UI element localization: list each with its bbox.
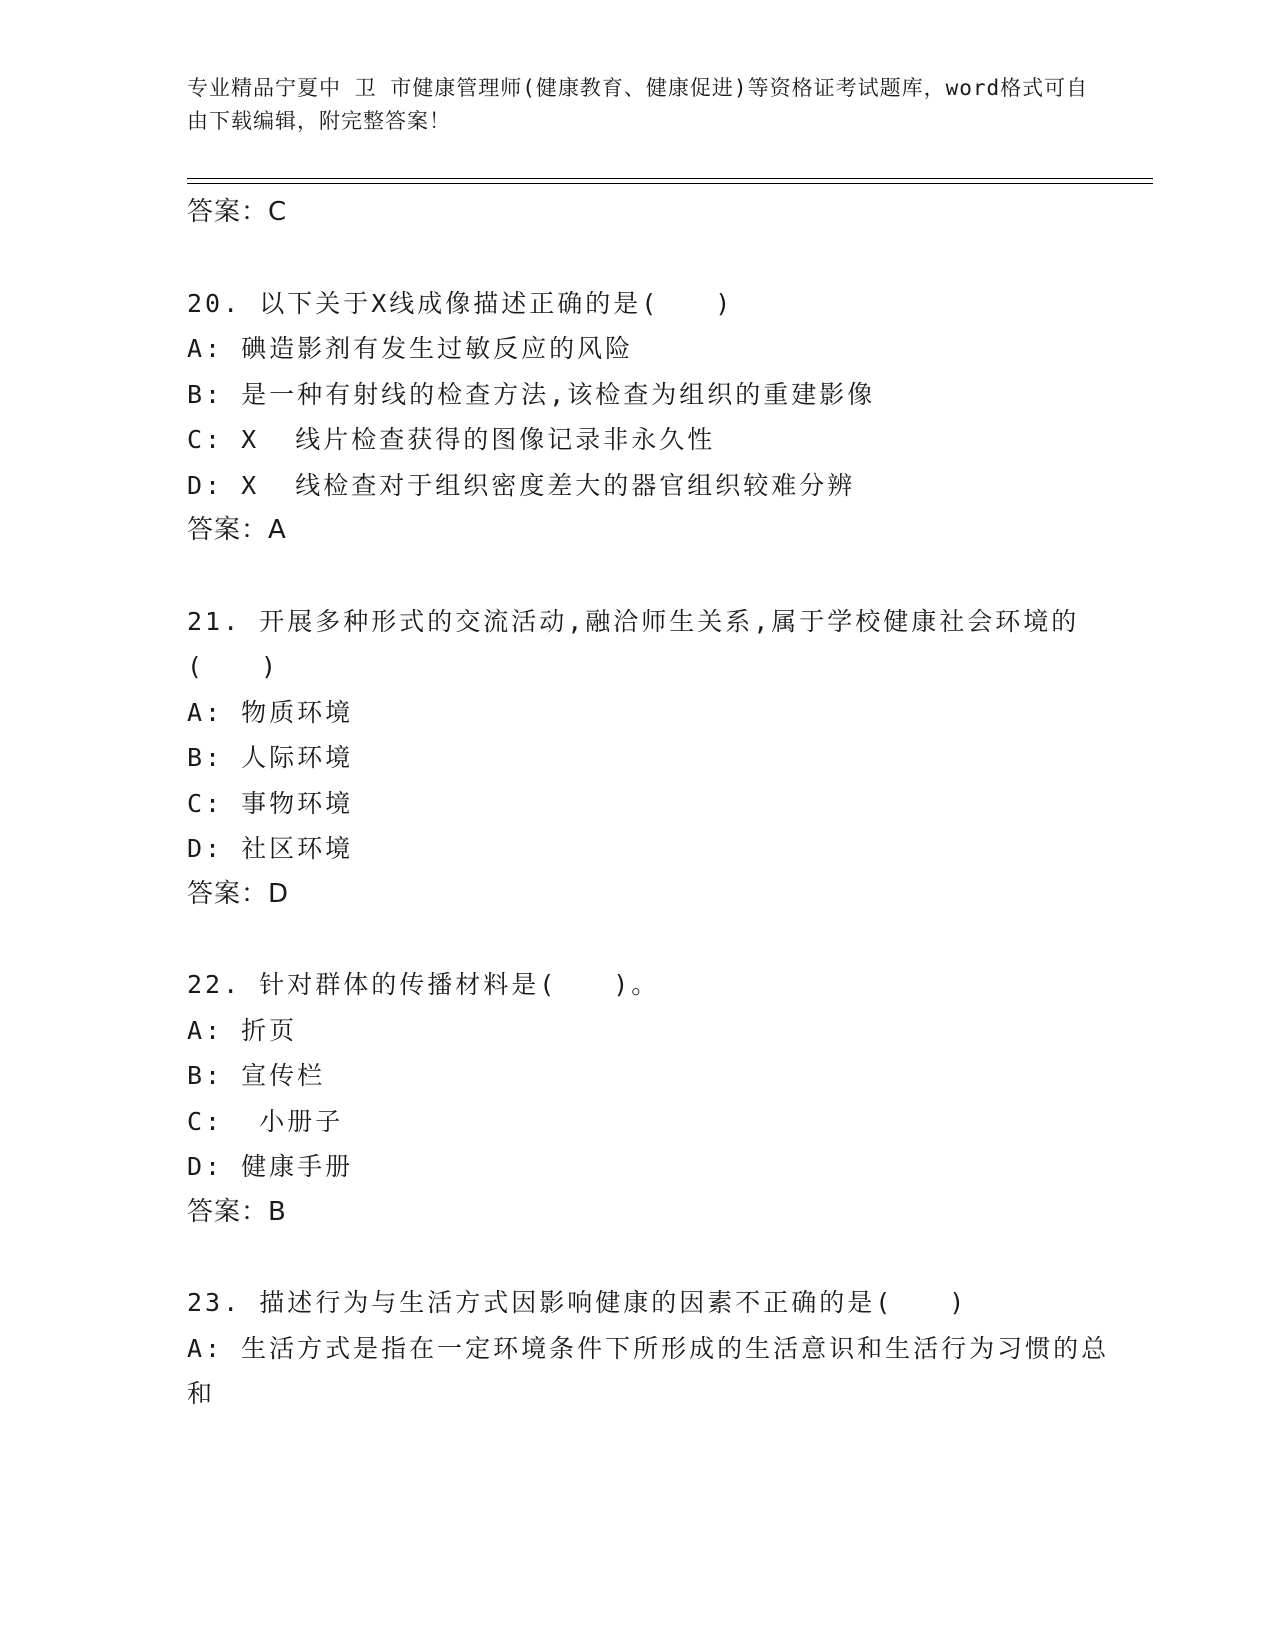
question-22 [187, 962, 1117, 1235]
question-stem: 20. 以下关于X线成像描述正确的是( ) [187, 288, 734, 318]
question-stem: 23. 描述行为与生活方式因影响健康的因素不正确的是( ) [187, 1288, 968, 1317]
option-a: A: 碘造影剂有发生过敏反应的风险 [187, 334, 634, 363]
option-d: D: 健康手册 [187, 1152, 354, 1181]
header-rule-top [187, 178, 1153, 179]
option-d: D: X 线检查对于组织密度差大的器官组织较难分辨 [187, 470, 856, 500]
option-c: C: X 线片检查获得的图像记录非永久性 [187, 425, 716, 454]
option-b: B: 是一种有射线的检查方法,该检查为组织的重建影像 [187, 379, 876, 409]
answer-line: 答案：A [187, 515, 287, 545]
option-c: C: 事物环境 [187, 788, 354, 818]
header-rule-bottom [187, 183, 1153, 184]
question-stem: 22. 针对群体的传播材料是( )。 [187, 970, 660, 999]
header-text: 专业精品宁夏中 卫 市健康管理师(健康教育、健康促进)等资格证考试题库，word格式可自由下载编辑，附完整答案！ [187, 76, 1089, 133]
answer-line: 答案：B [187, 1196, 287, 1227]
option-a: A: 折页 [187, 1015, 298, 1045]
page-header [187, 72, 1107, 138]
option-d: D: 社区环境 [187, 834, 354, 863]
option-b: B: 人际环境 [187, 743, 354, 772]
answer-line: 答案：D [187, 878, 290, 909]
question-20 [187, 281, 1117, 554]
question-23 [187, 1280, 1117, 1417]
question-stem: 21. 开展多种形式的交流活动,融洽师生关系,属于学校健康社会环境的( ) [187, 606, 1080, 681]
option-c: C: 小册子 [187, 1106, 344, 1136]
option-a: A: 生活方式是指在一定环境条件下所形成的生活意识和生活行为习惯的总和 [187, 1333, 1110, 1408]
question-21 [187, 599, 1117, 918]
answer-line: 答案：C [187, 197, 288, 227]
option-b: B: 宣传栏 [187, 1061, 326, 1090]
option-a: A: 物质环境 [187, 697, 354, 727]
document-body [187, 190, 1117, 1417]
